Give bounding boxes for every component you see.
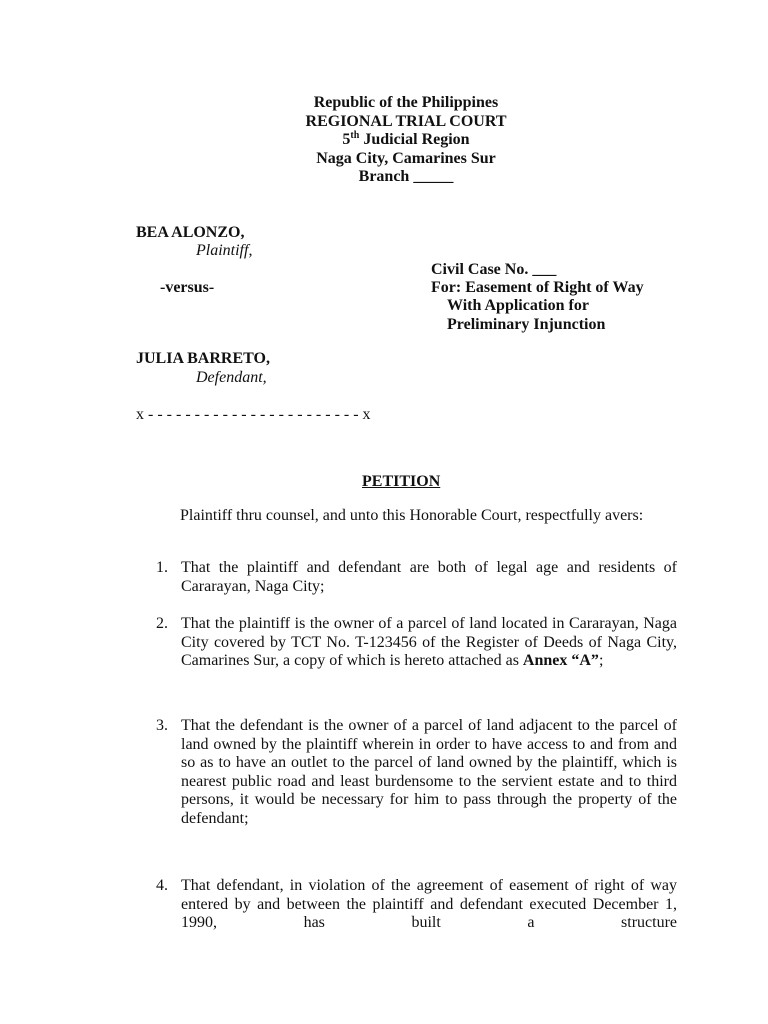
- item-number: 2.: [156, 615, 168, 632]
- versus-label: -versus-: [160, 279, 215, 296]
- item-text: That the plaintiff is the owner of a parcel of land located in Cararayan, Naga City covered by TCT No. T-123456 of the Register of Deeds of Naga City, Camarines Sur, a copy of which is hereto attached as Annex “A”;: [181, 615, 677, 669]
- header-city: Naga City, Camarines Sur: [316, 149, 496, 167]
- item-number: 1.: [156, 559, 168, 576]
- header-branch: Branch _____: [358, 168, 454, 185]
- item-number: 3.: [156, 717, 168, 734]
- header-republic: Republic of the Philippines: [313, 94, 499, 111]
- header-region: 5th Judicial Region: [342, 130, 470, 148]
- item-text: That the plaintiff and defendant are both of legal age and residents of Cararayan, Naga City;: [181, 559, 677, 595]
- document-title: PETITION: [362, 473, 441, 490]
- item-text: That defendant, in violation of the agreement of easement of right of way entered by and between the plaintiff and defendant executed December 1, 1990, has built a structure: [181, 877, 677, 931]
- court-header: [0, 94, 768, 187]
- defendant-role: Defendant,: [196, 369, 267, 386]
- plaintiff-role: Plaintiff,: [196, 242, 253, 259]
- annex-reference: Annex “A”: [522, 652, 599, 669]
- list-item: [156, 717, 677, 828]
- caption-separator: x - - - - - - - - - - - - - - - - - - - - - - - x: [136, 406, 371, 423]
- item-number: 4.: [156, 877, 168, 894]
- intro-paragraph: Plaintiff thru counsel, and unto this Honorable Court, respectfully avers:: [180, 507, 644, 524]
- plaintiff-name: BEA ALONZO,: [136, 224, 245, 241]
- header-court: REGIONAL TRIAL COURT: [305, 112, 507, 130]
- case-nature-line1: For: Easement of Right of Way: [431, 279, 644, 296]
- list-item: [156, 877, 677, 933]
- defendant-name: JULIA BARRETO,: [136, 350, 270, 367]
- list-item: [156, 615, 677, 671]
- case-nature-line2: With Application for: [447, 297, 589, 314]
- list-item: [156, 559, 677, 596]
- civil-case-number: Civil Case No. ___: [431, 261, 557, 278]
- case-nature-line3: Preliminary Injunction: [447, 316, 606, 333]
- item-text: That the defendant is the owner of a parcel of land adjacent to the parcel of land owned by the plaintiff wherein in order to have access to and from and so as to have an outlet to the parcel of land owned by the plaintiff, which is nearest public road and least burdensome to the servient estate and to third persons, it would be necessary for him to pass through the property of the defendant;: [181, 717, 677, 827]
